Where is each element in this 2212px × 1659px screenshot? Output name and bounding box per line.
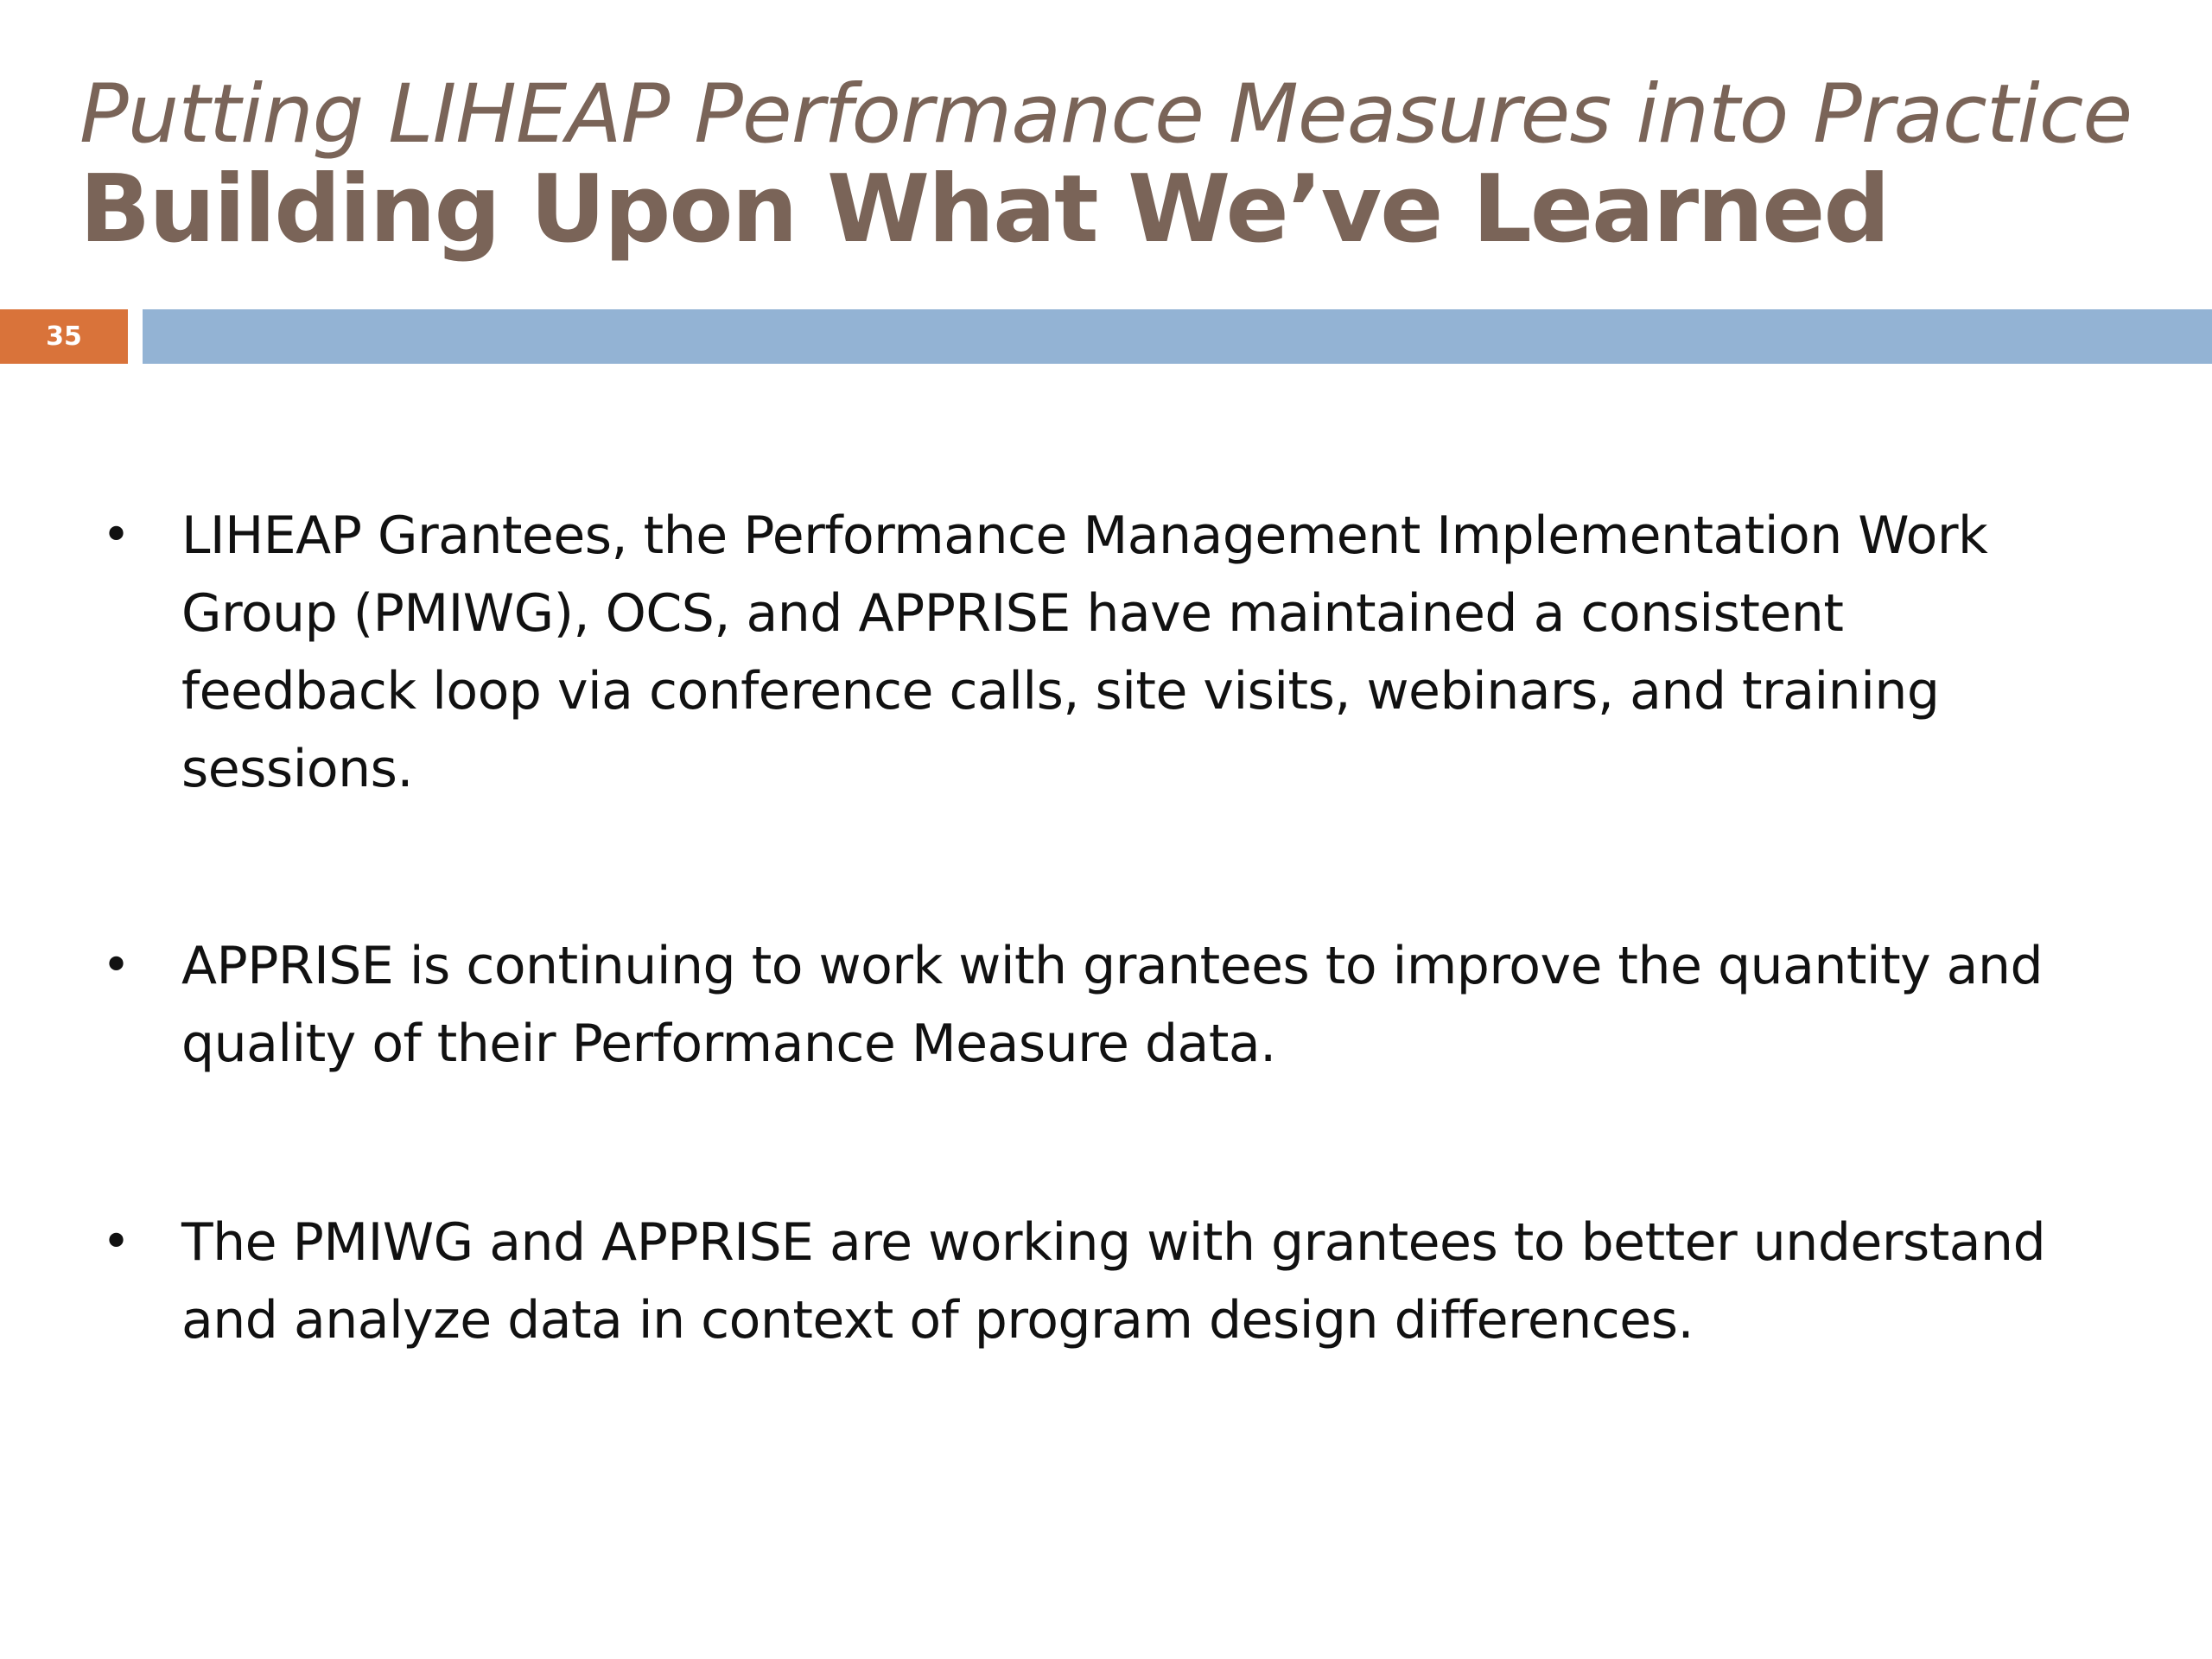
- bullet-line: and analyze data in context of program design differences.: [181, 1290, 1694, 1351]
- bullet-line: APPRISE is continuing to work with grantees to improve the quantity and: [181, 936, 2044, 996]
- header-divider-bar: [143, 309, 2212, 364]
- slide-number-badge: 35: [0, 309, 128, 364]
- bullet-marker: •: [102, 507, 131, 563]
- slide-subtitle: Putting LIHEAP Performance Measures into Practice: [79, 67, 2133, 162]
- bullet-line: The PMIWG and APPRISE are working with grantees to better understand: [181, 1212, 2046, 1273]
- bullet-text: [181, 1204, 2203, 1359]
- bullet-marker: •: [102, 1214, 131, 1270]
- slide-title: Building Upon What We’ve Learned: [79, 156, 1889, 264]
- bullet-line: feedback loop via conference calls, site visits, webinars, and training: [181, 661, 1940, 721]
- bullet-text: [181, 497, 2203, 808]
- bullet-text: [181, 927, 2203, 1083]
- bullet-line: quality of their Performance Measure data.: [181, 1014, 1276, 1074]
- bullet-line: Group (PMIWG), OCS, and APPRISE have maintained a consistent: [181, 583, 1844, 644]
- bullet-line: sessions.: [181, 739, 413, 799]
- bullet-line: LIHEAP Grantees, the Performance Management Implementation Work: [181, 505, 1988, 566]
- bullet-marker: •: [102, 938, 131, 994]
